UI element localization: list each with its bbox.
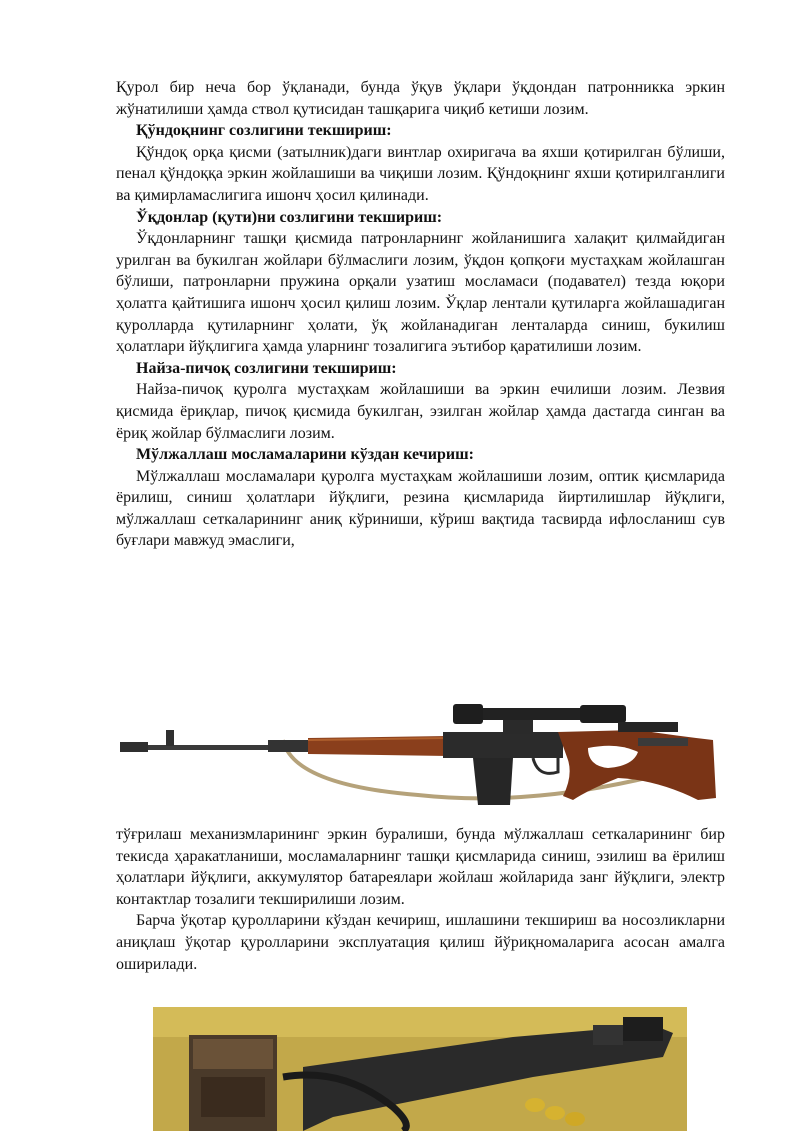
section-heading: Найза-пичоқ созлигини текшириш: xyxy=(136,359,397,377)
sniper-rifle-image xyxy=(118,700,718,815)
text-block-upper xyxy=(116,77,725,552)
machine-gun-image xyxy=(153,1007,687,1131)
section-heading: Ўқдонлар (қути)ни созлигини текшириш: xyxy=(136,208,443,226)
paragraph: Мўлжаллаш мосламалари қуролга мустаҳкам жойлашиши лозим, оптик қисмларида ёрилиш, синиш ҳолатлари йўқлиги, резина қисмларида йиртилишлар йўқлиги, мўлжаллаш сеткаларининг аниқ кўриниши, кўриш вақтида тасвирда ифлосланиш сув буғлари мавжуд эмаслиги, xyxy=(116,467,725,550)
paragraph: тўғрилаш механизмларининг эркин буралиши, бунда мўлжаллаш сеткаларининг бир текисда ҳаракатланиши, мосламаларнинг ташқи қисмларида синиш, эзилиш ва ёрилиш ҳолатлари йўқлиги, аккумулятор батареялари жойлаш жойларида занг йўқлиги, электр контактлар тозалиги текширилиши лозим. xyxy=(116,826,725,908)
paragraph: Ўқдонларнинг ташқи қисмида патронларнинг жойланишига халақит қилмайдиган урилган ва букилган жойлари бўлмаслиги лозим, ўқдон қопқоғи мустаҳкам жойлашган бўлиши, патронларни пружина орқали узатиш мосламаси (подавател) тезда юқори ҳолатга қайтишига ишонч ҳосил қилиш лозим. Ўқлар лентали қутиларга жойлашадиган қуролларда қутиларнинг ҳолати, ўқ жойланадиган ленталарда синиш, букилиш ҳолатлари йўқлигига ҳамда уларнинг тозалигига эътибор қаратилиши лозим. xyxy=(116,230,725,356)
paragraph: Қўндоқ орқа қисми (затылник)даги винтлар охиригача ва яхши қотирилган бўлиши, пенал қўндоққа эркин жойлашиши ва чиқиши лозим. Қўндоқнинг яхши қотирилганлиги ва қимирламаслигига ишонч ҳосил қилинади. xyxy=(116,143,725,204)
paragraph: Найза-пичоқ қуролга мустаҳкам жойлашиши ва эркин ечилиши лозим. Лезвия қисмида ёриқлар, пичоқ қисмида букилган, эзилган жойлар ҳамда дастагда синган ва ёриқ жойлар бўлмаслиги лозим. xyxy=(116,381,725,442)
paragraph: Барча ўқотар қуролларини кўздан кечириш, ишлашини текшириш ва носозликларни аниқлаш ўқотар қуролларини эксплуатация қилиш йўриқномаларига асосан амалга оширилади. xyxy=(116,912,725,973)
section-heading: Қўндоқнинг созлигини текшириш: xyxy=(136,122,392,140)
text-block-lower xyxy=(116,824,725,975)
section-heading: Мўлжаллаш мосламаларини кўздан кечириш: xyxy=(136,446,474,464)
paragraph: Қурол бир неча бор ўқланади, бунда ўқув ўқлари ўқдондан патронникка эркин жўнатилиши ҳамда ствол қутисидан ташқарига чиқиб кетиши лозим. xyxy=(116,79,725,118)
